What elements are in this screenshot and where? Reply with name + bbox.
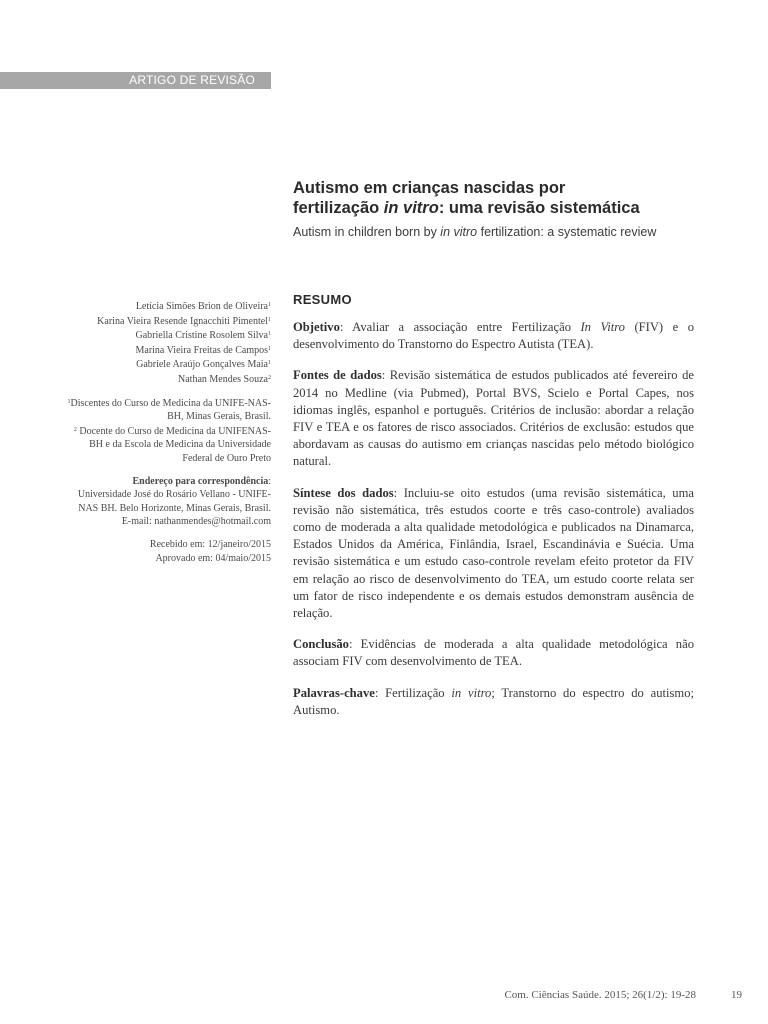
- abstract-heading: RESUMO: [293, 292, 352, 307]
- correspondence-line: NAS BH. Belo Horizonte, Minas Gerais, Brasil.: [78, 502, 271, 514]
- journal-citation: Com. Ciências Saúde. 2015; 26(1/2): 19-28: [504, 989, 696, 1001]
- article-type-banner: [0, 72, 271, 89]
- abstract-keywords: Palavras-chave: Fertilização in vitro; Transtorno do espectro do autismo; Autismo.: [293, 685, 694, 717]
- author-name: Nathan Mendes Souza$^2$: [178, 373, 271, 385]
- article-type-label: ARTIGO DE REVISÃO: [129, 73, 255, 87]
- article-title: Autismo em crianças nascidas por fertilização in vitro: uma revisão sistemática: [293, 179, 640, 217]
- author-name: Marina Vieira Freitas de Campos$^1$: [135, 344, 271, 356]
- received-date: Recebido em: 12/janeiro/2015: [149, 538, 271, 550]
- correspondence-address: [66, 475, 271, 529]
- title-block: [293, 178, 713, 240]
- author-name: Gabriele Araújo Gonçalves Maia$^1$: [136, 359, 271, 371]
- correspondence-line: Universidade José do Rosário Vellano - UNIFE-: [77, 489, 271, 501]
- affiliation-item: $^2$ Docente do Curso de Medicina da UNIFENAS-BH e da Escola de Medicina da Universidade Federal de Ouro Preto: [73, 425, 271, 464]
- correspondence-email: E-mail: nathanmendes@hotmail.com: [121, 516, 271, 528]
- author-list: [66, 299, 271, 387]
- affiliation-item: $^1$Discentes do Curso de Medicina da UNIFE-NAS-BH, Minas Gerais, Brasil.: [67, 397, 271, 423]
- page-number: 19: [731, 989, 742, 1001]
- author-name: Gabriella Cristine Rosolem Silva$^1$: [135, 330, 271, 342]
- approved-date: Aprovado em: 04/maio/2015: [155, 552, 271, 564]
- author-sidebar: [66, 299, 271, 574]
- abstract-objective: Objetivo: Avaliar a associação entre Fertilização In Vitro (FIV) e o desenvolvimento do Transtorno do Espectro Autista (TEA).: [293, 320, 694, 352]
- article-subtitle-english: Autism in children born by in vitro fertilization: a systematic review: [293, 225, 657, 239]
- correspondence-label: Endereço para correspondência:: [132, 475, 271, 487]
- affiliations: [66, 396, 271, 466]
- author-name: Letícia Simões Brion de Oliveira$^1$: [135, 301, 271, 312]
- submission-dates: [66, 538, 271, 565]
- abstract-section: [293, 292, 694, 733]
- abstract-data-synthesis: Síntese dos dados: Incluiu-se oito estudos (uma revisão sistemática, uma revisão não sistemática, três estudos coorte e três caso-controle) avaliados como de moderada a alta qualidade metodológica e publicados na Dinamarca, Estados Unidos da América, Finlândia, Israel, Escandinávia e Suécia. Uma revisão sistemática e um estudo caso-controle revelam efeito protetor da FIV em relação ao risco de desenvolvimento do TEA, um estudo coorte relata ser um fator de risco independente e os demais estudos demonstram ausência de relação.: [293, 485, 694, 621]
- author-name: Karina Vieira Resende Ignacchiti Pimentel$^1$: [97, 315, 271, 327]
- abstract-conclusion: Conclusão: Evidências de moderada a alta qualidade metodológica não associam FIV com desenvolvimento de TEA.: [293, 637, 694, 669]
- abstract-data-sources: Fontes de dados: Revisão sistemática de estudos publicados até fevereiro de 2014 no Medline (via Pubmed), Portal BVS, Scielo e Portal Capes, nos idiomas inglês, espanhol e português. Critérios de inclusão: abordar a relação FIV e TEA e os fatores de risco associados. Critérios de exclusão: estudos que abordavam as causas do autismo em crianças nascidas pelo método biológico natural.: [293, 368, 694, 469]
